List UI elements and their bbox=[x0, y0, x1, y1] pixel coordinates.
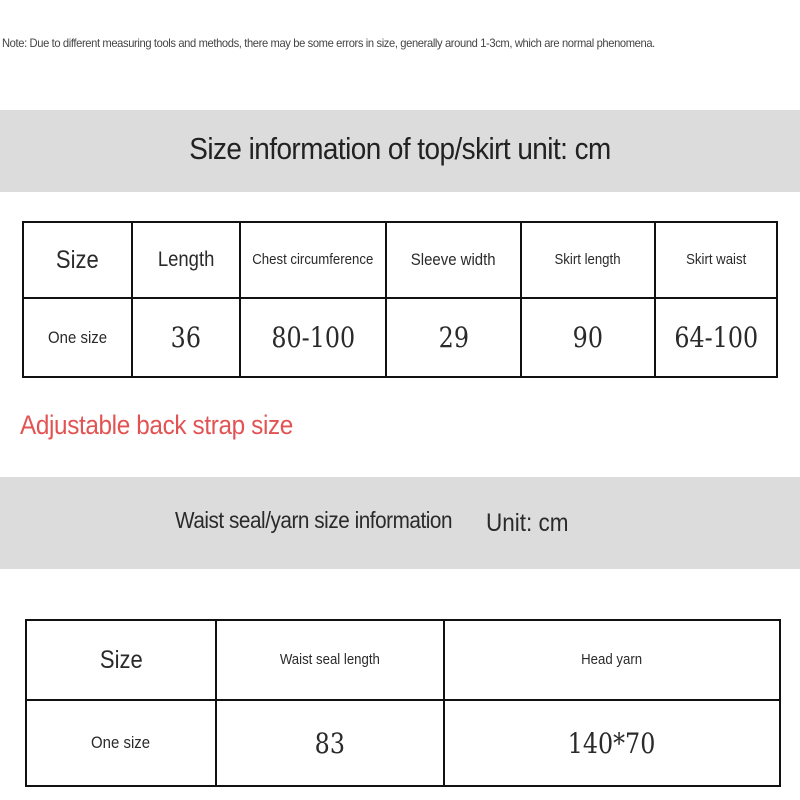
header-cell: Skirt length bbox=[521, 222, 655, 298]
waist-yarn-size-title: Waist seal/yarn size information bbox=[175, 507, 453, 533]
table-row bbox=[26, 700, 780, 786]
table-header-row bbox=[23, 222, 777, 298]
header-cell: Skirt waist bbox=[655, 222, 777, 298]
value-cell: 83 bbox=[216, 700, 444, 786]
table-header-row bbox=[26, 620, 780, 700]
header-cell: Sleeve width bbox=[386, 222, 521, 298]
header-cell: Chest circumference bbox=[240, 222, 386, 298]
value-cell: 36 bbox=[132, 298, 240, 377]
header-cell: Length bbox=[132, 222, 240, 298]
header-cell: Head yarn bbox=[444, 620, 780, 700]
value-cell: 90 bbox=[521, 298, 655, 377]
size-cell: One size bbox=[23, 298, 132, 377]
value-cell: 29 bbox=[386, 298, 521, 377]
table-row bbox=[23, 298, 777, 377]
waist-yarn-size-table bbox=[25, 619, 781, 787]
value-cell: 140*70 bbox=[444, 700, 780, 786]
header-cell: Size bbox=[26, 620, 216, 700]
value-cell: 64-100 bbox=[655, 298, 777, 377]
size-disclaimer-note: Note: Due to different measuring tools and methods, there may be some errors in size, generally around 1-3cm, which are normal phenomena. bbox=[2, 36, 655, 50]
top-skirt-size-title: Size information of top/skirt unit: cm bbox=[189, 131, 611, 166]
size-cell: One size bbox=[26, 700, 216, 786]
waist-yarn-unit-label: Unit: cm bbox=[486, 509, 569, 537]
header-cell: Waist seal length bbox=[216, 620, 444, 700]
value-cell: 80-100 bbox=[240, 298, 386, 377]
top-skirt-size-table bbox=[22, 221, 778, 378]
adjustable-strap-note: Adjustable back strap size bbox=[20, 410, 293, 440]
header-cell: Size bbox=[23, 222, 132, 298]
